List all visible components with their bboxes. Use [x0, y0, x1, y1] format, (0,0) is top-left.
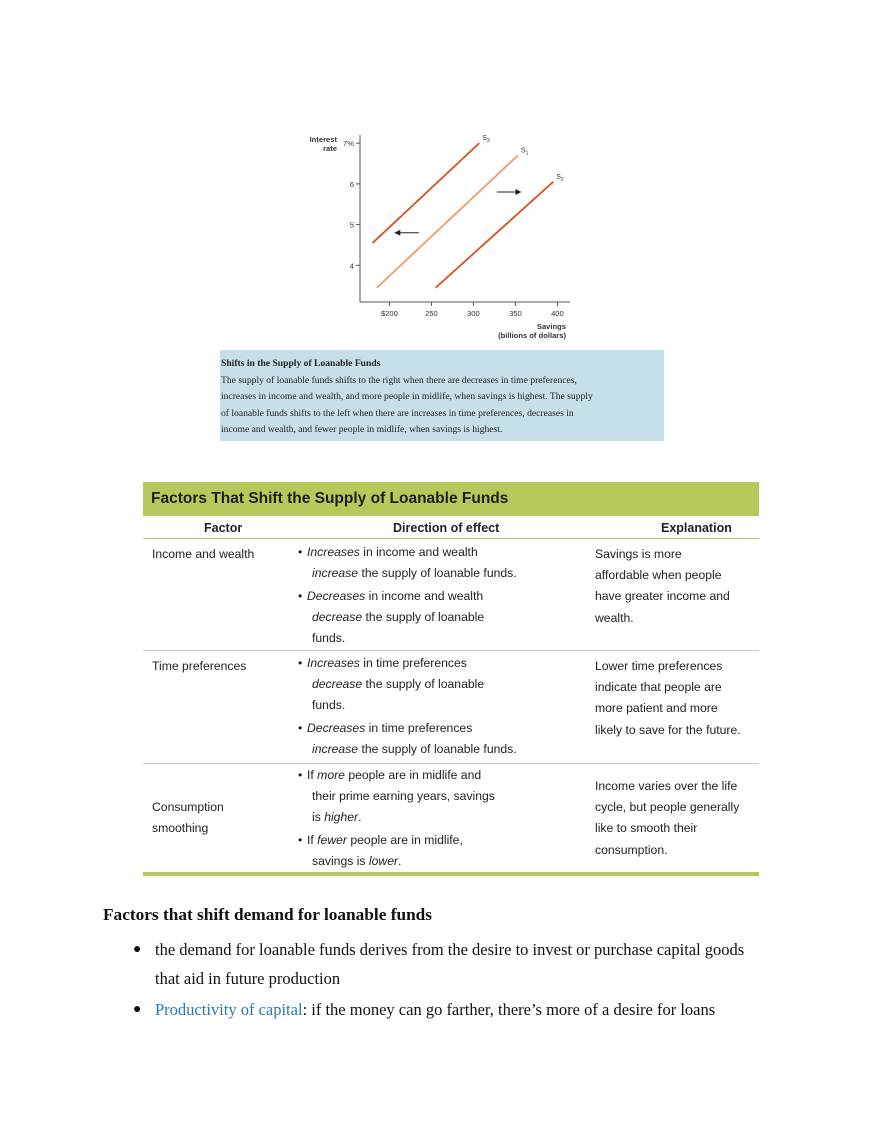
loanable-funds-chart — [220, 131, 664, 350]
list-item — [133, 935, 745, 993]
explanation-line: more patient and more — [595, 701, 718, 716]
explanation-line: affordable when people — [595, 568, 722, 583]
direction-cell — [298, 542, 517, 650]
supply-curve-s2 — [436, 182, 554, 288]
factor-text: Consumption — [152, 800, 224, 814]
explanation-line: Lower time preferences — [595, 659, 723, 673]
factor-text: smoothing — [152, 821, 209, 836]
table-header-row — [143, 516, 759, 539]
bullet-item: • Increases in time preferences decrease the supply of loanable funds. — [298, 653, 517, 717]
bullet-item: • Increases in income and wealth increase the supply of loanable funds. — [298, 542, 517, 584]
caption-line: The supply of loanable funds shifts to the right when there are decreases in time preferences, — [221, 374, 577, 386]
direction-cell — [298, 765, 495, 873]
explanation-line: have greater income and — [595, 589, 730, 604]
caption-title: Shifts in the Supply of Loanable Funds — [221, 358, 381, 369]
explanation-line: Savings is more — [595, 547, 682, 561]
bullet-dot: ● — [133, 942, 142, 957]
bullet-line: funds. — [312, 698, 346, 713]
bullet-line: If more people are in midlife and — [307, 768, 482, 782]
y-tick-label: 4 — [349, 261, 354, 271]
header-factor: Factor — [204, 521, 243, 535]
explanation-line: Income varies over the life — [595, 779, 738, 793]
table-bottom-rule — [143, 872, 759, 876]
bullet-line: If fewer people are in midlife, — [307, 833, 463, 848]
bullet-line: savings is lower. — [312, 854, 402, 869]
bullet-line: Increases in time preferences — [307, 656, 467, 670]
x-tick-label: 300 — [467, 309, 480, 318]
y-tick-label: 6 — [349, 179, 354, 189]
supply-shift-figure — [220, 131, 664, 441]
bullet-line: decrease the supply of loanable — [312, 677, 485, 692]
explanation-line: consumption. — [595, 842, 668, 857]
figure-caption — [220, 350, 664, 441]
explanation-cell — [595, 544, 730, 629]
list-line: the demand for loanable funds derives from the desire to invest or purchase capital goods — [155, 940, 745, 959]
x-tick-label: 250 — [425, 309, 438, 318]
bullet-item: • If fewer people are in midlife, savings is lower. — [298, 830, 495, 872]
factors-table — [143, 482, 759, 878]
explanation-cell — [595, 776, 739, 861]
factor-text: Income and wealth — [152, 547, 255, 561]
explanation-cell — [595, 656, 741, 741]
factor-cell — [152, 797, 224, 839]
bullet-item: • If more people are in midlife and their prime earning years, savings is higher. — [298, 765, 495, 829]
bullet-line: increase the supply of loanable funds. — [312, 566, 517, 581]
caption-line: increases in income and wealth, and more people in midlife, when savings is highest. The supply — [221, 391, 593, 403]
curve-label-s2: $S_2$ — [556, 173, 564, 183]
explanation-line: like to smooth their — [595, 821, 698, 836]
y-axis-label-line1: Interest — [309, 135, 337, 144]
bullet-line: increase the supply of loanable funds. — [312, 742, 517, 757]
factor-cell — [152, 544, 254, 565]
y-axis-label-line2: rate — [323, 144, 337, 153]
caption-line: income and wealth, and fewer people in midlife, when savings is highest. — [221, 424, 503, 436]
y-tick-label: 7% — [343, 139, 354, 149]
list-item — [133, 995, 716, 1024]
y-tick-label: 5 — [349, 220, 354, 230]
explanation-line: indicate that people are — [595, 680, 722, 695]
factor-cell — [152, 656, 246, 677]
table-row — [143, 764, 759, 872]
bullet-item: • Decreases in income and wealth decrease the supply of loanable funds. — [298, 586, 517, 650]
bullet-line: Increases in income and wealth — [307, 545, 478, 559]
explanation-line: likely to save for the future. — [595, 722, 741, 737]
table-title: Factors That Shift the Supply of Loanable Funds — [143, 482, 759, 516]
header-direction: Direction of effect — [393, 521, 500, 535]
bullet-line: funds. — [312, 631, 346, 646]
bullet-dot: ● — [133, 1002, 142, 1017]
table-row — [143, 652, 759, 764]
curve-label-s3: $S_3$ — [482, 135, 490, 145]
bullet-line: is higher. — [312, 810, 362, 825]
factor-text: Time preferences — [152, 659, 247, 673]
header-explanation: Explanation — [661, 521, 732, 535]
x-tick-label: 400 — [551, 309, 564, 318]
explanation-line: cycle, but people generally — [595, 800, 740, 815]
list-line: that aid in future production — [155, 969, 341, 988]
x-tick-label: 350 — [509, 309, 522, 318]
productivity-of-capital-link[interactable]: Productivity of capital — [155, 1000, 303, 1019]
supply-curve-s3 — [373, 143, 480, 243]
x-axis-label: Savings — [536, 322, 566, 331]
explanation-line: wealth. — [595, 610, 634, 625]
caption-line: of loanable funds shifts to the left when there are increases in time preferences, decreases in — [221, 407, 574, 419]
curve-label-s1: $S_1$ — [520, 147, 529, 157]
bullet-line: Decreases in income and wealth — [307, 588, 484, 603]
x-axis-sublabel: (billions of dollars) — [498, 331, 566, 340]
table-row — [143, 540, 759, 651]
bullet-line: decrease the supply of loanable — [312, 610, 485, 625]
x-tick-label: $200 — [380, 309, 398, 318]
bullet-item: • Decreases in time preferences increase the supply of loanable funds. — [298, 718, 517, 760]
bullet-line: their prime earning years, savings — [312, 789, 495, 804]
direction-cell — [298, 653, 517, 761]
supply-curve-s1 — [377, 155, 518, 287]
section-heading: Factors that shift demand for loanable funds — [103, 905, 433, 924]
bullet-line: Decreases in time preferences — [307, 721, 473, 736]
list-line: : if the money can go farther, there’s more of a desire for loans — [302, 1000, 716, 1019]
